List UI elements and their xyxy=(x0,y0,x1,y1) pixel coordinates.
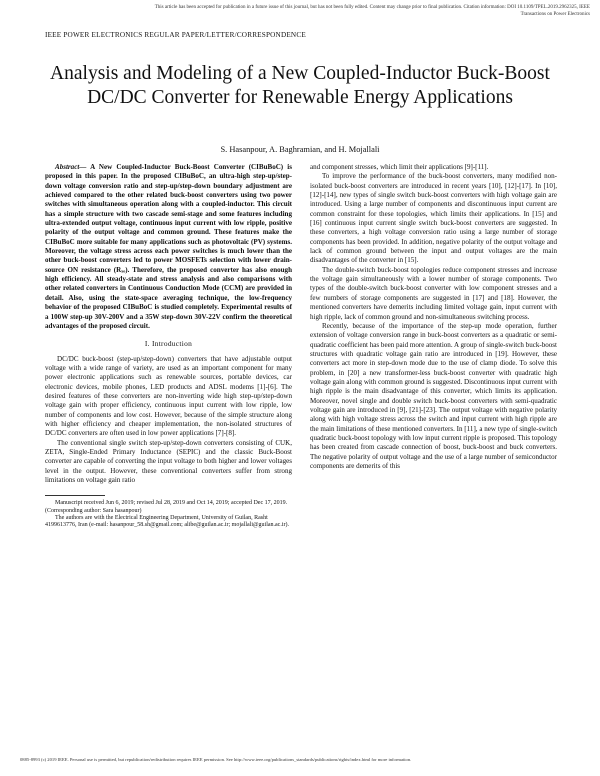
footnote-manuscript: Manuscript received Jun 6, 2019; revised Jul 28, 2019 and Oct 14, 2019; accepted Dec 17, 2019. (Corresponding author: Sara hasanpour) xyxy=(45,500,288,514)
journal-header: IEEE POWER ELECTRONICS REGULAR PAPER/LETTER/CORRESPONDENCE xyxy=(45,31,306,39)
abstract xyxy=(45,163,292,331)
abstract-label: Abstract xyxy=(55,163,80,171)
abstract-text: — A New Coupled-Inductor Buck-Boost Converter (CIBuBoC) is proposed in this paper. In the proposed CIBuBoC, an ultra-high step-up/step-down voltage conversion ratio and step-up/step-down boundary adjustment are achieved compared to the other related buck-boost converters using two power switches with simultaneous operation along with a coupled-inductor. This circuit has a simple structure with two cascade semi-stage and some features including ultra-extended output voltage, continuous input current with low ripple, positive polarity of the output voltage and common ground. These features make the CIBuBoC more suitable for many applications such as photovoltaic (PV) systems. Moreover, the voltage stress across each power switches is much lower than the other buck-boost converters led to power MOSFETs selection with lower drain-source ON resistance (Rₓₒ). Therefore, the proposed converter has also enough high efficiency. All steady-state and stress analysis and also comparisons with other related converters in Continuous Conduction Mode (CCM) are provided in detail. Also, using the state-space averaging technique, the low-frequency behavior of the proposed CIBuBoC is studied completely. Experimental results of a 100W step-up 30V-200V and a 35W step-down 30V-22V confirm the theoretical advantages of the proposed circuit. xyxy=(45,163,292,330)
right-column xyxy=(310,163,557,471)
footnote-affiliation: The authors are with the Electrical Engineering Department, University of Guilan, Rasht 4199613776, Iran (e-mail: hasanpour_58.sh@gmail.com; alibe@guilan.ac.ir; mojallali@guilan.ac.ir). xyxy=(45,514,290,529)
publication-notice xyxy=(20,5,590,18)
copyright-footer: 0885-8993 (c) 2019 IEEE. Personal use is permitted, but republication/redistribution requires IEEE permission. See http://www.ieee.org/publications_standards/publications/rights/index.html for more information. xyxy=(20,757,412,762)
paper-title: Analysis and Modeling of a New Coupled-Inductor Buck-Boost DC/DC Converter for Renewable Energy Applications xyxy=(50,63,550,108)
publication-notice-line1: This article has been accepted for publication in a future issue of this journal, but has not been fully edited. Content may change prior to final publication. Citation information: DOI 10.1109/TPEL.2019.2962325, IEEE xyxy=(154,5,590,10)
body-paragraph: Recently, because of the importance of the step-up mode operation, further extension of voltage conversion range in buck-boost converters as a quadratic or semi-quadratic coefficient has been paid more attention. A group of single-switch buck-boost structures with quadratic voltage gain ratio are introduced in [19]. However, these converters act more in step-down mode due to the use of clamp diode. To solve this problem, in [20] a new transformer-less buck-boost converter with quadratic high voltage gain along with common ground is suggested. Discontinuous input current with high ripple is the main disadvantage of this converter, which limits its application. Moreover, novel single and double switch buck-boost converters with semi-quadratic voltage gain are introduced in [9], [21]-[23]. The output voltage with negative polarity along with high voltage stress across the switch and input current with high ripple are the main limitations of these mentioned converters. In [11], a new type of single-switch quadratic buck-boost topology with low input current ripple is proposed. This topology has been created from cascade connection of boost, buck-boost and buck converters. The negative polarity of output voltage and the use of a large number of semiconductor components are demerits of this xyxy=(310,321,557,470)
body-paragraph: DC/DC buck-boost (step-up/step-down) converters that have adjustable output voltage with a wide range of variety, are used as an important component for many power electronic applications such as renewable sources, portable devices, car electronic devices, mobile phones, LED products and ADSL modems [1]-[6]. The desired features of these converters are non-inverting wide high step-up/step-down voltage gain with proper efficiency, continuous input current with low ripple, low number of components and low cost. However, because of the simple structure along with higher efficiency and cheaper implementation, the non-isolated structures of DC/DC converters are often used in low power applications [7]-[8]. xyxy=(45,354,292,438)
body-paragraph: To improve the performance of the buck-boost converters, many modified non-isolated buck-boost converters are introduced in recent years [10], [12]-[17]. In [10], [12]-[14], new types of single switch buck-boost converters with high voltage gain are introduced. Using a large number of components and discontinuous input current are common constraint for these topologies, which limits their applications. In [15] and [16] continuous input current single switch buck-boost converters are suggested. In these converters, a high voltage conversion ratio using a large number of storage components has been provided. In addition, negative polarity of the output voltage and lack of common ground between the input and output voltages are the main disadvantages of the converter in [15]. xyxy=(310,172,557,265)
body-paragraph: The conventional single switch step-up/step-down converters consisting of CUK, ZETA, Single-Ended Primary Inductance (SEPIC) and the classic Buck-Boost converter are capable of converting the input voltage to both higher and lower voltages level in the output. However, these conventional converters suffer from strong limitations on voltage gain ratio xyxy=(45,438,292,484)
body-paragraph: and component stresses, which limit their applications [9]-[11]. xyxy=(310,163,489,171)
footnote-divider xyxy=(45,495,105,496)
author-list: S. Hasanpour, A. Baghramian, and H. Mojallali xyxy=(220,145,380,154)
body-paragraph: The double-switch buck-boost topologies reduce component stresses and increase the voltage gain simultaneously with a lower number of storage components. Two types of the double-switch buck-boost converter with low component stresses and a few numbers of storage components are suggested in [17] and [18]. However, the mentioned converters have demerits including limited voltage gain, input current with high ripple, lack of common ground and non-simultaneous switching process. xyxy=(310,265,557,321)
section-heading-introduction: I. Introduction xyxy=(144,339,193,349)
publication-notice-line2: Transactions on Power Electronics xyxy=(520,11,590,17)
left-column xyxy=(45,163,292,530)
